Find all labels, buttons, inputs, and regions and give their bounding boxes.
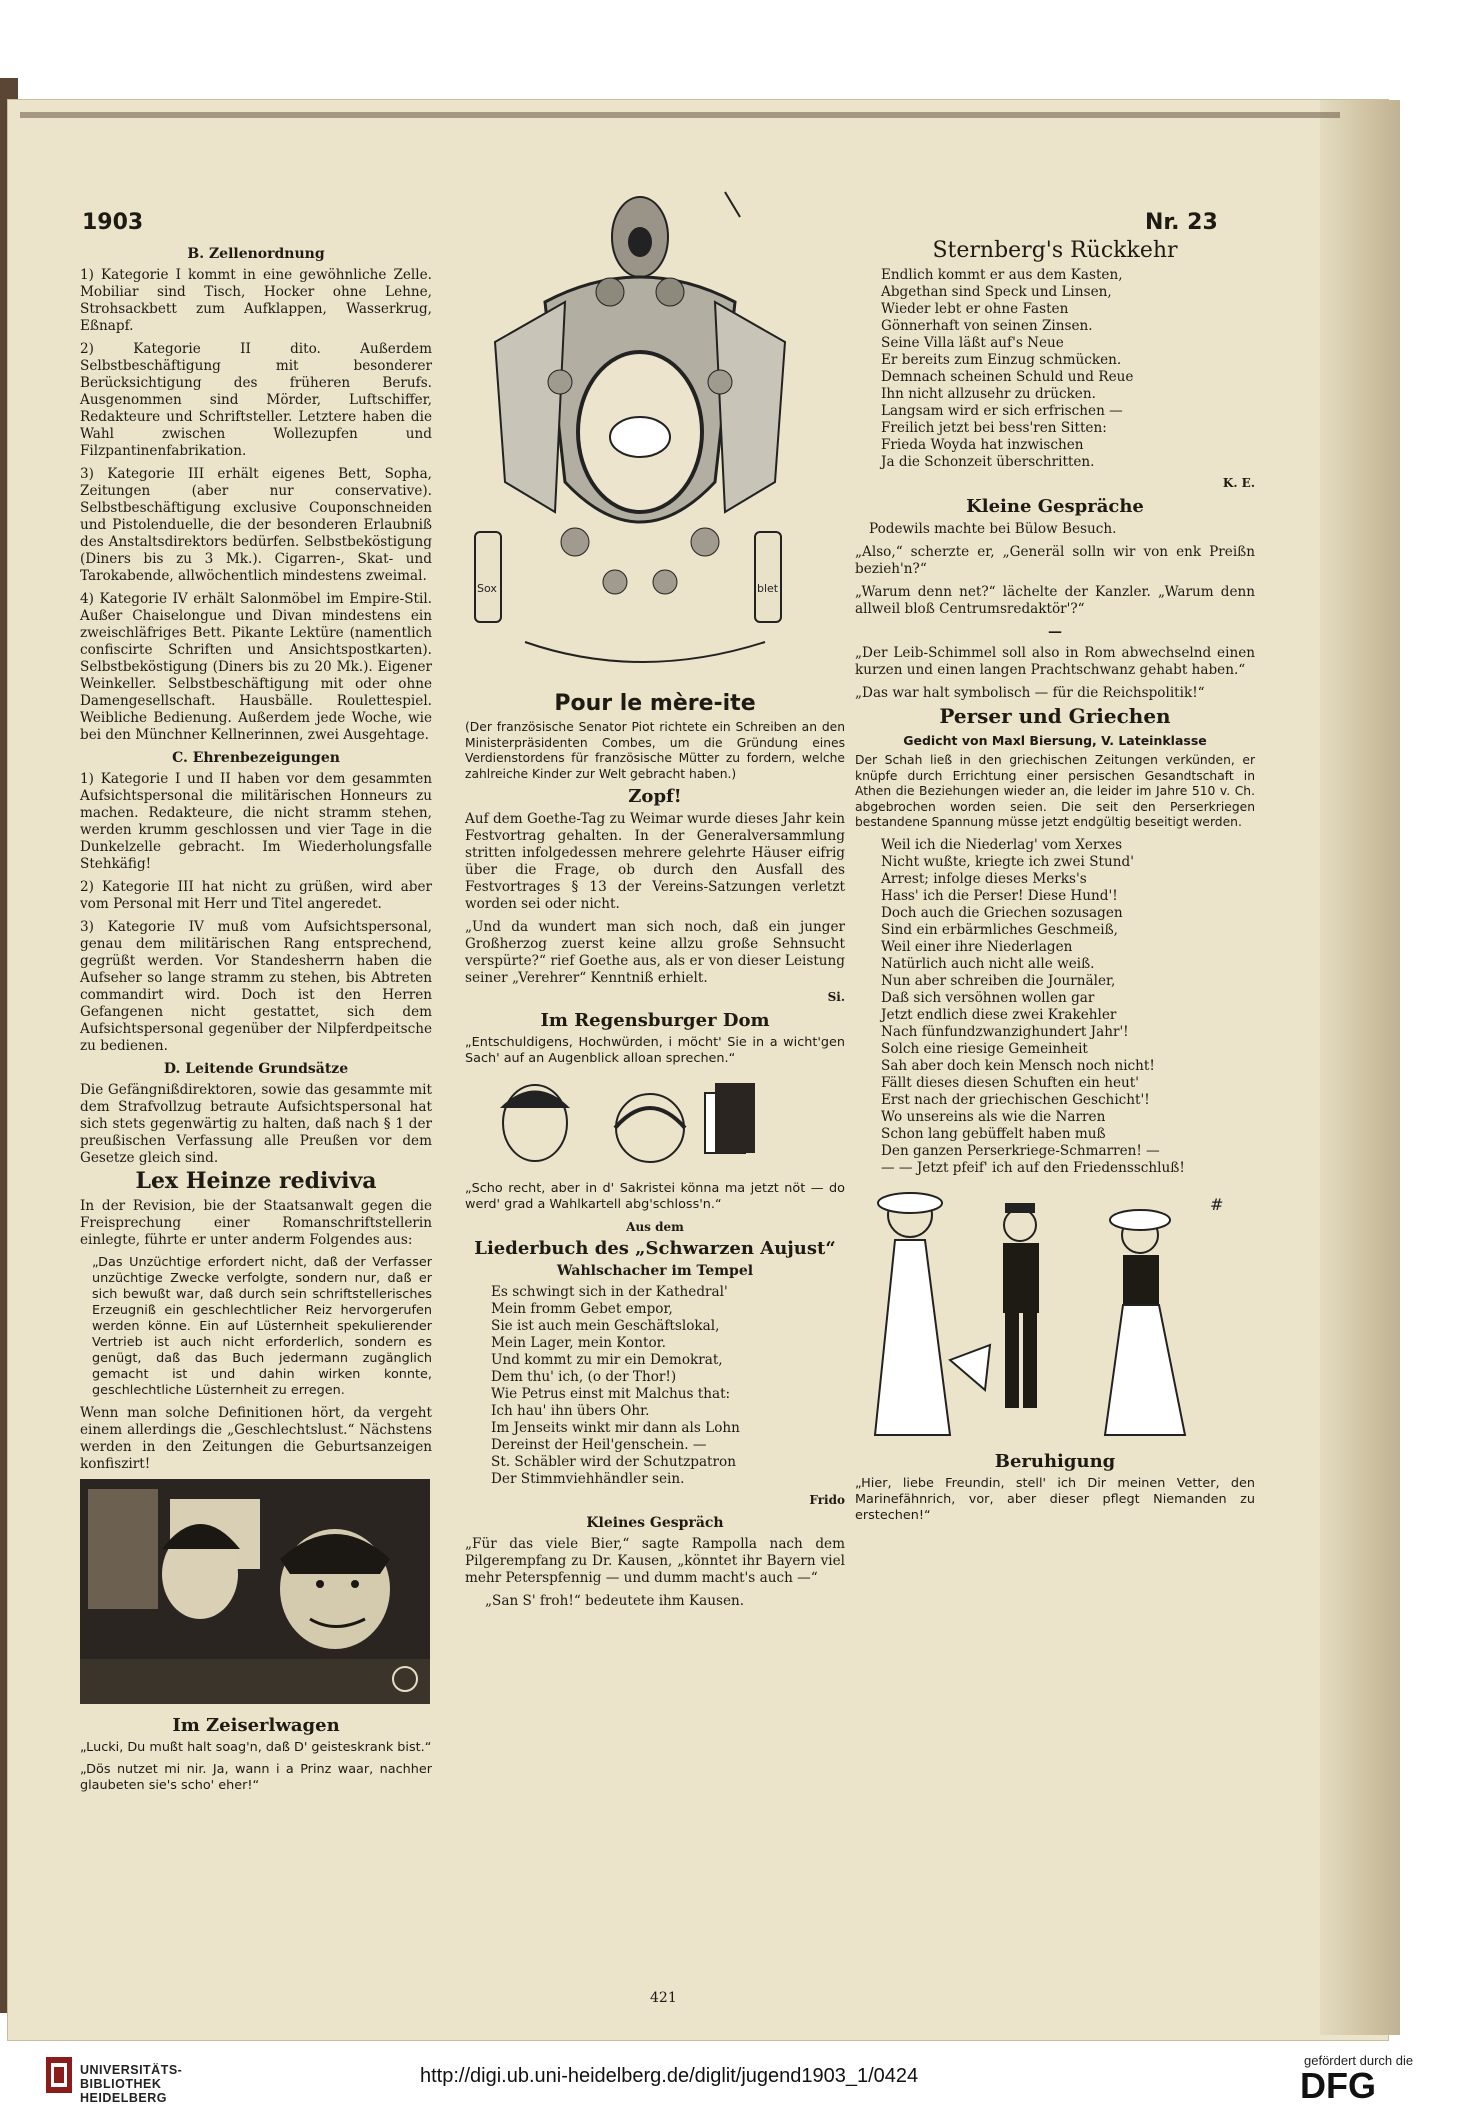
dfg-logo-text: DFG (1300, 2068, 1376, 2102)
header-year: 1903 (82, 210, 144, 235)
bottle-label-left: Sox (477, 582, 497, 595)
university-seal-icon (44, 2055, 74, 2099)
paragraph: Wenn man solche Definitionen hört, da vergeht einem allerdings die „Geschlechtslust.“ Nächstens werden in den Zeitungen die Geburtsanzeigen konfiszirt! (80, 1405, 432, 1472)
eagle-emblem-illustration (465, 182, 845, 687)
signature: K. E. (1222, 476, 1255, 490)
paragraph: 3) Kategorie III erhält eigenes Bett, Sopha, Zeitungen (aber nur conservative). Selbstbeschäftigung exclusive Couponschneiden und Pistolenduelle, die der besonderen Erlaubniß des Anstaltsdirektors bedürfen. Selbstbeköstigung (Diners bis zu 3 Mk.). Cigarren-, Skat- und Tarokabende, allwöchentlich mindestens zweimal. (80, 466, 432, 584)
zopf-title: Zopf! (628, 786, 682, 807)
paragraph: 4) Kategorie IV erhält Salonmöbel im Empire-Stil. Außer Chaiselongue und Divan mindestens ein zweischläfriges Bett. Pikante Lektüre (namentlich confiscirte Schriften und Ansichtspostkarten). Selbstbeköstigung (Diners bis zu 20 Mk.). Eigener Weinkeller. Selbstbeschäftigung mit oder ohne Damengesellschaft. Hausbälle. Roulettespiel. Weibliche Bedienung. Außerdem jede Woche, wie bei den Münchner Kellnerinnen, zwei Ausgehtage. (80, 591, 432, 743)
beruhigung-title: Beruhigung (994, 1450, 1116, 1472)
paragraph: 1) Kategorie I und II haben vor dem gesammten Aufsichtspersonal die militärischen Honneurs zu machen. Redakteure, die nicht stramm stehen, werden krumm geschlossen und vier Tage in die Dunkelzelle gebracht. Im Wiederholungsfalle Stehkäfig! (80, 771, 432, 872)
regensburger-dom-title: Im Regensburger Dom (540, 1010, 770, 1031)
perser-note: Der Schah ließ in den griechischen Zeitungen verkünden, er knüpfe durch Errichtung einer persischen Gesandtschaft in Athen die Beziehungen wieder an, die leider im Jahre 510 v. Ch. abgebrochen worden seien. Die seit den Perserkriegen bestandene Spannung müsse jetzt endgültig beseitigt werden. (855, 753, 1255, 829)
paragraph: 3) Kategorie IV muß vom Aufsichtspersonal, genau dem militärischen Rang entsprechend, gegrüßt werden. Vor Standesherrn haben die Aufseher so lange stramm zu stehen, bis Abtreten commandirt wird. Doch ist den Herren Gefangenen nicht gestattet, sich dem Aufsichtspersonal gegenüber der Nilpferdpeitsche zu bedienen. (80, 919, 432, 1054)
lex-quote: „Das Unzüchtige erfordert nicht, daß der Verfasser unzüchtige Zwecke verfolgte, sondern nur, daß er sich bewußt war, daß durch sein schriftstellerisches Erzeugniß ein geschlechtlicher Reiz hervorgerufen werden könne. Ein auf Lüsternheit spekulierender Vertrieb ist auch nicht erforderlich, sondern es genügt, daß das Buch jedermann zugänglich gemacht ist und dahin wirken konnte, geschlechtliche Lüsternheit zu erregen. (92, 1255, 432, 1398)
lex-heinze-title: Lex Heinze rediviva (135, 1168, 377, 1194)
svg-text:#: # (1210, 1194, 1224, 1214)
signature: Frido (809, 1493, 845, 1507)
section-b-heading: B. Zellenordnung (187, 246, 325, 262)
university-library-name: UNIVERSITÄTS- BIBLIOTHEK HEIDELBERG (80, 2063, 183, 2105)
funding-label: gefördert durch die (1304, 2053, 1414, 2068)
paragraph: „San S' froh!“ bedeutete ihm Kausen. (485, 1593, 745, 1609)
paragraph: Die Gefängnißdirektoren, sowie das gesammte mit dem Strafvollzug betraute Aufsichtspersonal hat sich stets gegenwärtig zu halten, daß nach § 1 der preußischen Verfassung alle Preußen vor dem Gesetze gleich sind. (80, 1082, 432, 1166)
liederbuch-title: Liederbuch des „Schwarzen Aujust“ (474, 1238, 836, 1259)
perser-verse: Weil ich die Niederlag' vom Xerxes Nicht wußte, kriegte ich zwei Stund' Arrest; infolge dieses Merks's Hass' ich die Perser! Diese Hund'! Doch auch die Griechen sozusagen Sind ein erbärmliches Geschmeiß, Weil einer ihre Niederlagen Natürlich auch nicht alle weiß. Nun aber schreiben die Journäler, Daß sich versöhnen wollen gar Jetzt endlich diese zwei Krakehler Nach fünfundzwanzighundert Jahr'! Solch eine riesige Gemeinheit Sah aber doch kein Mensch noch nicht! Fällt dieses diesen Schuften ein heut' Erst nach der griechischen Geschicht'! Wo unsereins als wie die Narren Schon lang gebüffelt haben muß Den ganzen Perserkriege-Schmarren! — — — Jetzt pfeif' ich auf den Friedensschluß! (881, 836, 1185, 1176)
paragraph: In der Revision, bie der Staatsanwalt gegen die Freisprechung einer Romanschriftstellerin einlegte, führte er unter anderm Folgendes aus: (80, 1198, 432, 1248)
signature: Si. (827, 990, 845, 1004)
paragraph: Podewils machte bei Bülow Besuch. (869, 521, 1117, 537)
bottle-label-right: blet (757, 582, 779, 595)
page-number: 421 (650, 1990, 677, 2006)
column-middle (465, 176, 845, 1616)
separator-dash: — (1048, 624, 1062, 640)
sternberg-title: Sternberg's Rückkehr (932, 238, 1178, 263)
paragraph: Auf dem Goethe-Tag zu Weimar wurde dieses Jahr kein Festvortrag gehalten. In der Generalversammlung stritten infolgedessen mehrere gelehrte Häuser eifrig über die Frage, ob durch den Ausfall des Festvortrages § 13 der Vereins-Satzungen verletzt worden sei oder nicht. (465, 811, 845, 912)
section-d-heading: D. Leitende Grundsätze (163, 1061, 349, 1077)
sternberg-verse: Endlich kommt er aus dem Kasten, Abgethan sind Speck und Linsen, Wieder lebt er ohne Fasten Gönnerhaft von seinen Zinsen. Seine Villa läßt auf's Neue Er bereits zum Einzug schmücken. Demnach scheinen Schuld und Reue Ihn nicht allzusehr zu drücken. Langsam wird er sich erfrischen — Freilich jetzt bei bess'ren Sitten: Frieda Woyda hat inzwischen Ja die Schonzeit überschritten. (881, 267, 1134, 470)
paragraph: „Also,“ scherzte er, „Generäl solln wir von enk Preißn bezieh'n?“ (855, 544, 1255, 577)
zeiserlwagen-illustration (80, 1479, 432, 1709)
wahlschacher-title: Wahlschacher im Tempel (556, 1263, 754, 1279)
liederbuch-pre: Aus dem (626, 1220, 684, 1234)
paragraph: „Für das viele Bier,“ sagte Rampolla nach dem Pilgerempfang zu Dr. Kausen, „könntet ihr Bayern viel mehr Peterspfennig — und dumm macht's auch —“ (465, 1536, 845, 1586)
page-edge (1320, 100, 1400, 2035)
caption-line: „Lucki, Du mußt halt soag'n, daß D' geisteskrank bist.“ (80, 1740, 432, 1755)
beruhigung-caption: „Hier, liebe Freundin, stell' ich Dir meinen Vetter, den Marinefähnrich, vor, aber dieser pflegt Niemanden zu erstechen!“ (855, 1475, 1255, 1523)
pour-caption: (Der französische Senator Piot richtete ein Schreiben an den Ministerpräsidenten Combes, um die Gründung eines Verdienstordens für französische Mütter zu fordern, welche zahlreiche Kinder zur Welt gebracht haben.) (465, 720, 845, 781)
paragraph: 2) Kategorie II dito. Außerdem Selbstbeschäftigung mit besonderer Berücksichtigung des früheren Berufs. Ausgenommen sind Mörder, Luftschiffer, Redakteure und Schriftsteller. Letztere haben die Wahl zwischen Wollezupfen und Filzpantinenfabrikation. (80, 341, 432, 459)
section-c-heading: C. Ehrenbezeigungen (172, 750, 340, 766)
kleine-gespraeche-title: Kleine Gespräche (966, 496, 1144, 517)
caption-line: „Dös nutzet mi nir. Ja, wann i a Prinz waar, nachher glaubeten sie's scho' eher!“ (80, 1762, 432, 1793)
paragraph: „Der Leib-Schimmel soll also in Rom abwechselnd einen kurzen und einen langen Prachtschwanz gehabt haben.“ (855, 645, 1255, 678)
pour-le-mere-ite-title: Pour le mère-ite (554, 691, 756, 716)
dialogue-line: „Scho recht, aber in d' Sakristei könna ma jetzt nöt — do werd' grad a Wahlkartell abg'schloss'n.“ (465, 1181, 845, 1212)
paragraph: 1) Kategorie I kommt in eine gewöhnliche Zelle. Mobiliar sind Tisch, Hocker ohne Lehne, Strohsackbett zum Aufklappen, Wasserkrug, Eßnapf. (80, 267, 432, 334)
header-number: Nr. 23 (1145, 210, 1218, 235)
column-right (855, 236, 1255, 1530)
dialogue-line: „Entschuldigens, Hochwürden, i möcht' Sie in a wicht'gen Sach' auf an Augenblick alloan sprechen.“ (465, 1035, 845, 1066)
paragraph: „Warum denn net?“ lächelte der Kanzler. „Warum denn allweil bloß Centrumsredaktör'?“ (855, 584, 1255, 617)
paragraph: „Und da wundert man sich noch, daß ein junger Großherzog zuerst keine allzu große Sehnsucht verspürte?“ rief Goethe aus, als er von dieser Leistung seiner „Verehrer“ Kenntniß erhielt. (465, 919, 845, 986)
perser-subtitle: Gedicht von Maxl Biersung, V. Lateinklasse (903, 733, 1207, 748)
kleines-gespraech-title: Kleines Gespräch (586, 1515, 724, 1531)
paragraph: „Das war halt symbolisch — für die Reichspolitik!“ (855, 685, 1205, 701)
beruhigung-illustration (855, 1185, 1255, 1445)
column-left (80, 246, 432, 1800)
paragraph: 2) Kategorie III hat nicht zu grüßen, wird aber vom Personal mit Herr und Titel angeredet. (80, 879, 432, 912)
source-url-link[interactable]: http://digi.ub.uni-heidelberg.de/diglit/jugend1903_1/0424 (420, 2065, 919, 2087)
perser-und-griechen-title: Perser und Griechen (939, 704, 1171, 728)
zeiserlwagen-title: Im Zeiserlwagen (172, 1715, 340, 1736)
wahlschacher-verse: Es schwingt sich in der Kathedral' Mein fromm Gebet empor, Sie ist auch mein Geschäftslokal, Mein Lager, mein Kontor. Und kommt zu mir ein Demokrat, Dem thu' ich, (o der Thor!) Wie Petrus einst mit Malchus that: Ich hau' ihn übers Ohr. Im Jenseits winkt mir dann als Lohn Dereinst der Heil'genschein. — St. Schäbler wird der Schutzpatron Der Stimmviehhändler sein. (491, 1284, 740, 1487)
page-top-rule (20, 112, 1340, 118)
dfg-logo (1300, 2068, 1450, 2106)
regensburger-dom-illustration (465, 1073, 845, 1173)
